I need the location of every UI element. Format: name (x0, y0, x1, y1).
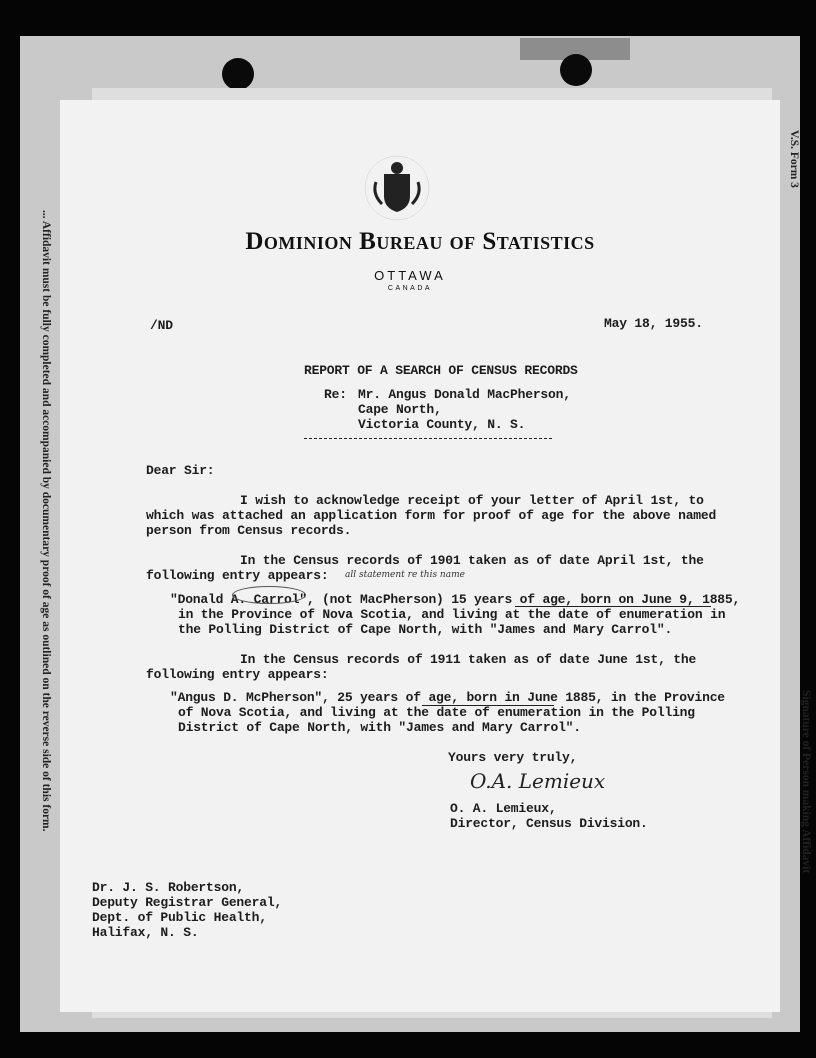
reference: /ND (150, 318, 173, 333)
circled-name (232, 586, 306, 604)
paragraph-line: In the Census records of 1911 taken as of date June 1st, the (240, 652, 697, 667)
paragraph-line: I wish to acknowledge receipt of your letter of April 1st, to (240, 493, 704, 508)
recipient-line: Dept. of Public Health, (92, 910, 267, 925)
entry-line: of Nova Scotia, and living at the date of enumeration in the Polling (178, 705, 695, 720)
coat-of-arms-seal (362, 152, 432, 224)
signature-caption: Signature of Person making Affidavit (800, 690, 812, 874)
paragraph-line: following entry appears: (146, 568, 329, 583)
letter-date: May 18, 1955. (604, 316, 703, 331)
signer-title: Director, Census Division. (450, 816, 648, 831)
entry-line: "Donald A. Carrol", (not MacPherson) 15 years of age, born on June 9, 1885, (170, 592, 741, 607)
punch-hole (222, 58, 254, 90)
closing: Yours very truly, (448, 750, 578, 765)
entry-line: the Polling District of Cape North, with "James and Mary Carrol". (178, 622, 673, 637)
entry-line: in the Province of Nova Scotia, and living at the date of enumeration in (178, 607, 726, 622)
underline (422, 705, 554, 706)
salutation: Dear Sir: (146, 463, 215, 478)
paragraph-line: which was attached an application form for proof of age for the above named (146, 508, 717, 523)
letterhead-title: Dominion Bureau of Statistics (245, 228, 595, 255)
recipient-line: Halifax, N. S. (92, 925, 199, 940)
paragraph-line: In the Census records of 1901 taken as of date April 1st, the (240, 553, 704, 568)
recipient-line: Deputy Registrar General, (92, 895, 283, 910)
re-line: Cape North, (358, 402, 442, 417)
punch-hole (560, 54, 592, 86)
paragraph-line: person from Census records. (146, 523, 352, 538)
paragraph-line: following entry appears: (146, 667, 329, 682)
letter (60, 100, 780, 1012)
letterhead-country: CANADA (387, 285, 433, 292)
form-label: V.S. Form 3 (788, 130, 800, 188)
recipient-line: Dr. J. S. Robertson, (92, 880, 245, 895)
underline (515, 606, 711, 607)
signer-name: O. A. Lemieux, (450, 801, 557, 816)
entry-line: "Angus D. McPherson", 25 years of age, born in June 1885, in the Province (170, 690, 725, 705)
re-label: Re: (324, 387, 347, 402)
divider (304, 438, 552, 439)
subject: REPORT OF A SEARCH OF CENSUS RECORDS (304, 363, 578, 378)
letterhead-city: OTTAWA (374, 268, 446, 283)
signature: O.A. Lemieux (470, 769, 606, 793)
re-line: Mr. Angus Donald MacPherson, (358, 387, 571, 402)
re-line: Victoria County, N. S. (358, 417, 526, 432)
entry-line: District of Cape North, with "James and Mary Carrol". (178, 720, 581, 735)
handwritten-note: all statement re this name (345, 570, 465, 580)
side-notice: ... Affidavit must be fully completed and accompanied by documentary proof of age as outlined on the reverse side of this form. (40, 210, 52, 832)
